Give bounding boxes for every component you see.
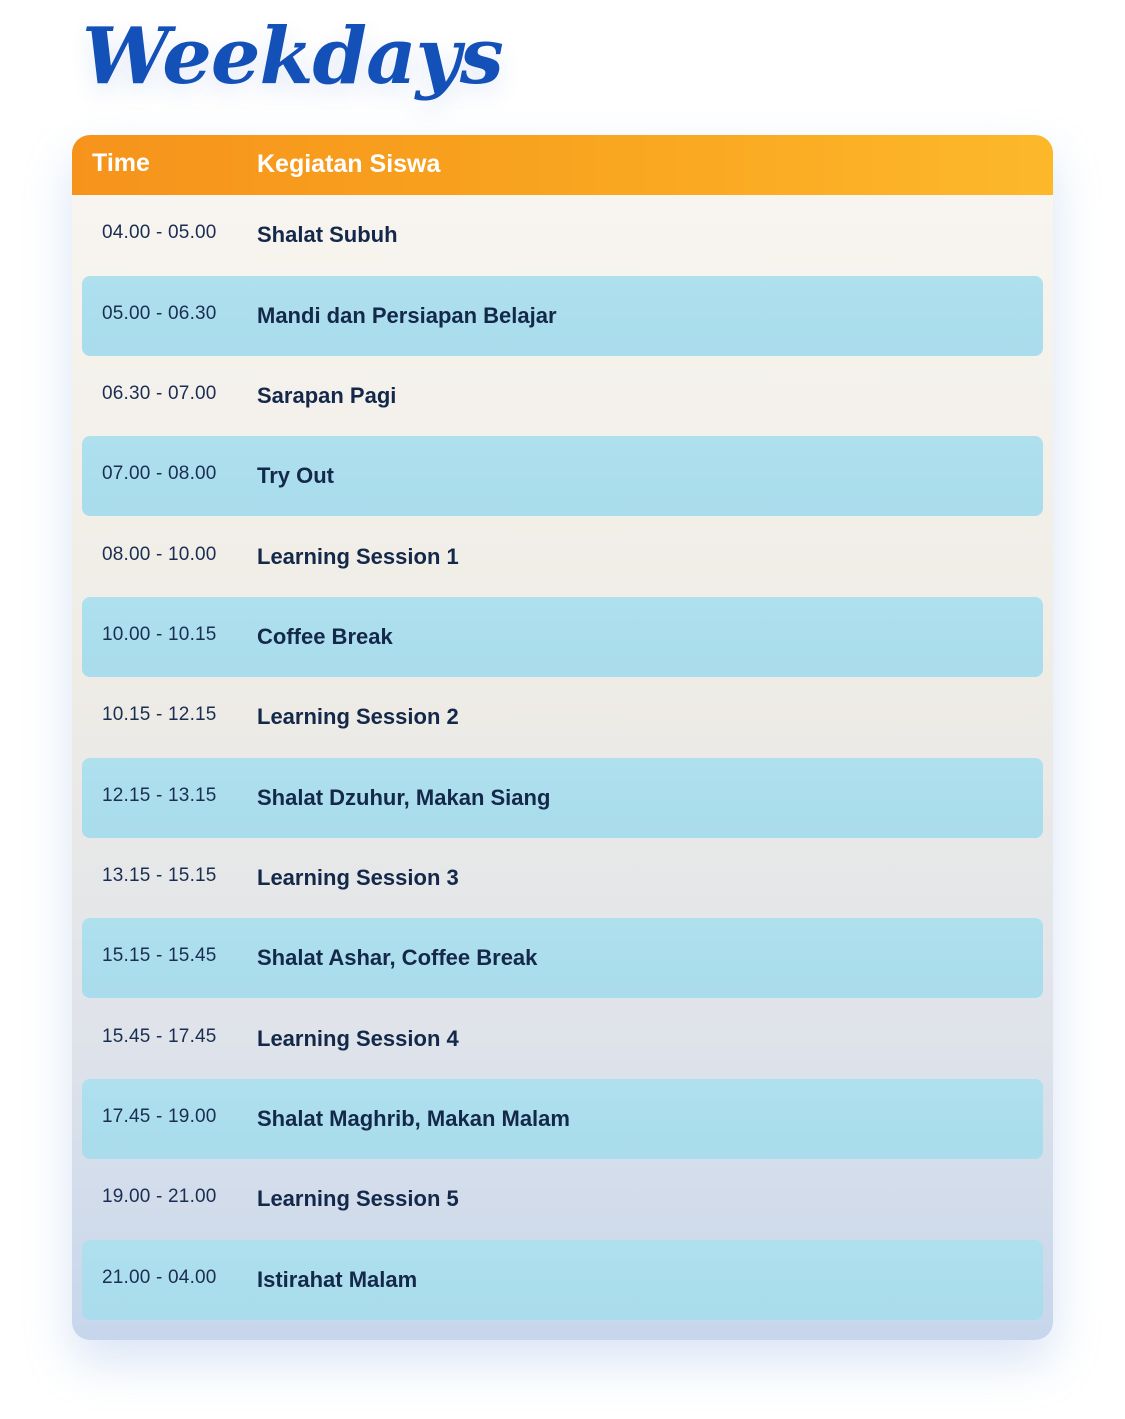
- table-row: [82, 436, 1043, 516]
- row-activity: Learning Session 5: [257, 1186, 459, 1211]
- row-time: 12.15 - 13.15: [102, 785, 217, 806]
- table-header: [72, 135, 1053, 195]
- table-row: [82, 918, 1043, 998]
- table-row: [82, 677, 1043, 757]
- row-activity: Shalat Subuh: [257, 222, 398, 247]
- row-time: 07.00 - 08.00: [102, 463, 217, 484]
- table-row: [82, 999, 1043, 1079]
- table-row: [82, 1159, 1043, 1239]
- table-row: [82, 597, 1043, 677]
- table-row: [82, 195, 1043, 275]
- row-time: 05.00 - 06.30: [102, 303, 217, 324]
- table-row: [82, 758, 1043, 838]
- row-activity: Coffee Break: [257, 624, 393, 649]
- page-title: Weekdays: [82, 11, 503, 102]
- row-activity: Learning Session 2: [257, 704, 459, 729]
- schedule-table: [72, 135, 1053, 1340]
- table-row: [82, 1240, 1043, 1320]
- row-time: 06.30 - 07.00: [102, 383, 217, 404]
- row-time: 19.00 - 21.00: [102, 1186, 217, 1207]
- table-row: [82, 517, 1043, 597]
- row-activity: Sarapan Pagi: [257, 383, 397, 408]
- row-time: 15.15 - 15.45: [102, 945, 217, 966]
- row-time: 04.00 - 05.00: [102, 222, 217, 243]
- row-activity: Learning Session 1: [257, 544, 459, 569]
- row-activity: Istirahat Malam: [257, 1267, 418, 1292]
- row-time: 10.00 - 10.15: [102, 624, 217, 645]
- table-row: [82, 356, 1043, 436]
- row-activity: Learning Session 4: [257, 1026, 459, 1051]
- row-time: 10.15 - 12.15: [102, 704, 217, 725]
- row-activity: Mandi dan Persiapan Belajar: [257, 303, 557, 328]
- row-time: 15.45 - 17.45: [102, 1026, 217, 1047]
- row-activity: Shalat Dzuhur, Makan Siang: [257, 785, 551, 810]
- header-activity-label: Kegiatan Siswa: [257, 150, 441, 178]
- row-activity: Shalat Ashar, Coffee Break: [257, 945, 538, 970]
- table-row: [82, 1079, 1043, 1159]
- header-time-label: Time: [92, 149, 150, 177]
- row-time: 13.15 - 15.15: [102, 865, 217, 886]
- row-time: 08.00 - 10.00: [102, 544, 217, 565]
- row-time: 17.45 - 19.00: [102, 1106, 217, 1127]
- row-activity: Shalat Maghrib, Makan Malam: [257, 1106, 570, 1131]
- table-row: [82, 276, 1043, 356]
- row-activity: Learning Session 3: [257, 865, 459, 890]
- table-row: [82, 838, 1043, 918]
- row-activity: Try Out: [257, 463, 335, 488]
- row-time: 21.00 - 04.00: [102, 1267, 217, 1288]
